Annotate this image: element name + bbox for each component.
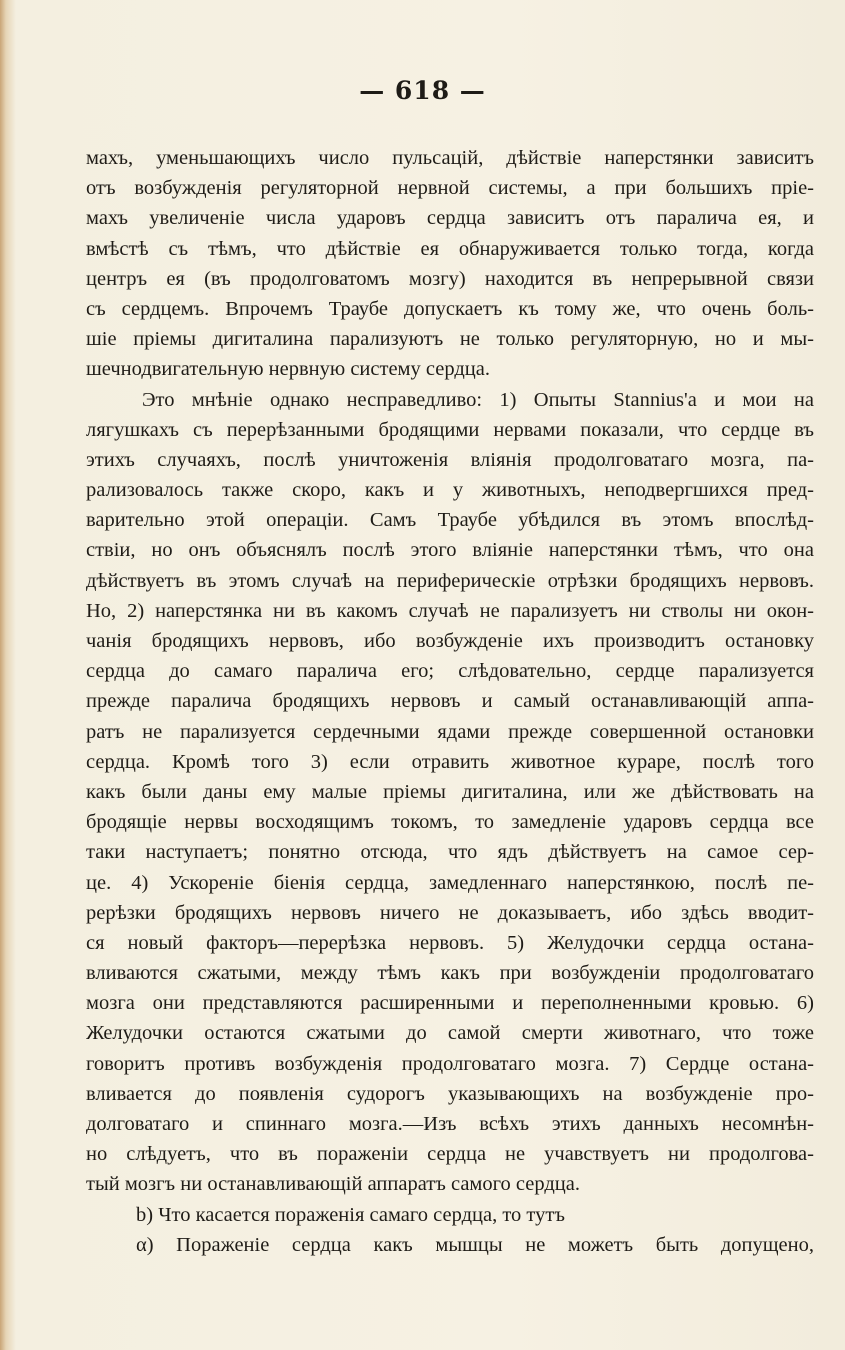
text-line: Но, 2) наперстянка ни въ какомъ случаѣ не парализуетъ ни стволы ни окон- (86, 599, 814, 622)
text-line: рализовалось также скоро, какъ и у животныхъ, неподвергшихся пред- (86, 479, 814, 502)
text-line: лягушкахъ съ перерѣзанными бродящими нервами показали, что сердце въ (86, 418, 814, 441)
text-line: чанія бродящихъ нервовъ, ибо возбужденіе ихъ производитъ остановку (86, 630, 814, 652)
text-line: рерѣзки бродящихъ нервовъ ничего не доказываетъ, ибо здѣсь вводит- (86, 901, 814, 924)
text-line: шіе пріемы дигиталина парализуютъ не только регуляторную, но и мы- (86, 328, 814, 351)
text-line: α) Пораженіе сердца какъ мышцы не можетъ быть допущено, (136, 1233, 814, 1256)
text-line: ратъ не парализуется сердечными ядами прежде совершенной остановки (86, 720, 814, 743)
text-line: прежде паралича бродящихъ нервовъ и самый останавливающій аппа- (86, 690, 814, 713)
body-text (86, 143, 814, 1260)
text-line: шечнодвигательную нервную систему сердца. (86, 358, 490, 381)
text-line: b) Что касается пораженія самаго сердца, то тутъ (136, 1203, 565, 1226)
text-line: Желудочки остаются сжатыми до самой смерти животнаго, что тоже (86, 1022, 814, 1045)
text-line: говоритъ противъ возбужденія продолговатаго мозга. 7) Сердце остана- (86, 1052, 814, 1075)
text-line: центръ ея (въ продолговатомъ мозгу) находится въ непрерывной связи (86, 267, 814, 290)
text-line: вливаются сжатыми, между тѣмъ какъ при возбужденіи продолговатаго (86, 962, 814, 985)
text-line: це. 4) Ускореніе біенія сердца, замедленнаго наперстянкою, послѣ пе- (86, 871, 814, 894)
text-line: этихъ случаяхъ, послѣ уничтоженія вліянія продолговатаго мозга, па- (86, 448, 814, 471)
text-line: тый мозгъ ни останавливающій аппаратъ самого сердца. (86, 1173, 580, 1196)
text-line: варительно этой операціи. Самъ Траубе убѣдился въ этомъ впослѣд- (86, 509, 814, 532)
text-line: долговатаго и спиннаго мозга.—Изъ всѣхъ этихъ данныхъ несомнѣн- (86, 1113, 814, 1135)
text-line: дѣйствуетъ въ этомъ случаѣ на периферическіе отрѣзки бродящихъ нервовъ. (86, 569, 814, 592)
text-line: сердца до самаго паралича его; слѣдовательно, сердце парализуется (86, 660, 814, 683)
text-line: ствіи, но онъ объяснялъ послѣ этого вліяніе наперстянки тѣмъ, что она (86, 539, 814, 562)
text-line: бродящіе нервы восходящимъ токомъ, то замедленіе ударовъ сердца все (86, 811, 814, 834)
text-line: сердца. Кромѣ того 3) если отравить животное кураре, послѣ того (86, 750, 814, 773)
text-line: махъ увеличеніе числа ударовъ сердца зависитъ отъ паралича ея, и (86, 207, 814, 230)
text-line: таки наступаетъ; понятно отсюда, что ядъ дѣйствуетъ на самое сер- (86, 841, 814, 864)
text-line: но слѣдуетъ, что въ пораженіи сердца не учавствуетъ ни продолгова- (86, 1143, 814, 1166)
text-line: Это мнѣніе однако несправедливо: 1) Опыты Stannius'a и мои на (142, 388, 814, 411)
text-line: мозга они представляются расширенными и переполненными кровью. 6) (86, 992, 814, 1015)
text-line: отъ возбужденія регуляторной нервной системы, а при большихъ пріе- (86, 177, 814, 200)
page-number: — 618 — (359, 76, 486, 105)
text-line: ся новый факторъ—перерѣзка нервовъ. 5) Желудочки сердца остана- (86, 931, 814, 954)
text-line: вмѣстѣ съ тѣмъ, что дѣйствіе ея обнаруживается только тогда, когда (86, 237, 814, 260)
text-line: какъ были даны ему малые пріемы дигиталина, или же дѣйствовать на (86, 780, 814, 803)
text-line: вливается до появленія судорогъ указывающихъ на возбужденіе про- (86, 1082, 814, 1105)
text-line: махъ, уменьшающихъ число пульсацій, дѣйствіе наперстянки зависитъ (86, 147, 814, 169)
text-line: съ сердцемъ. Впрочемъ Траубе допускаетъ къ тому же, что очень боль- (86, 297, 814, 320)
